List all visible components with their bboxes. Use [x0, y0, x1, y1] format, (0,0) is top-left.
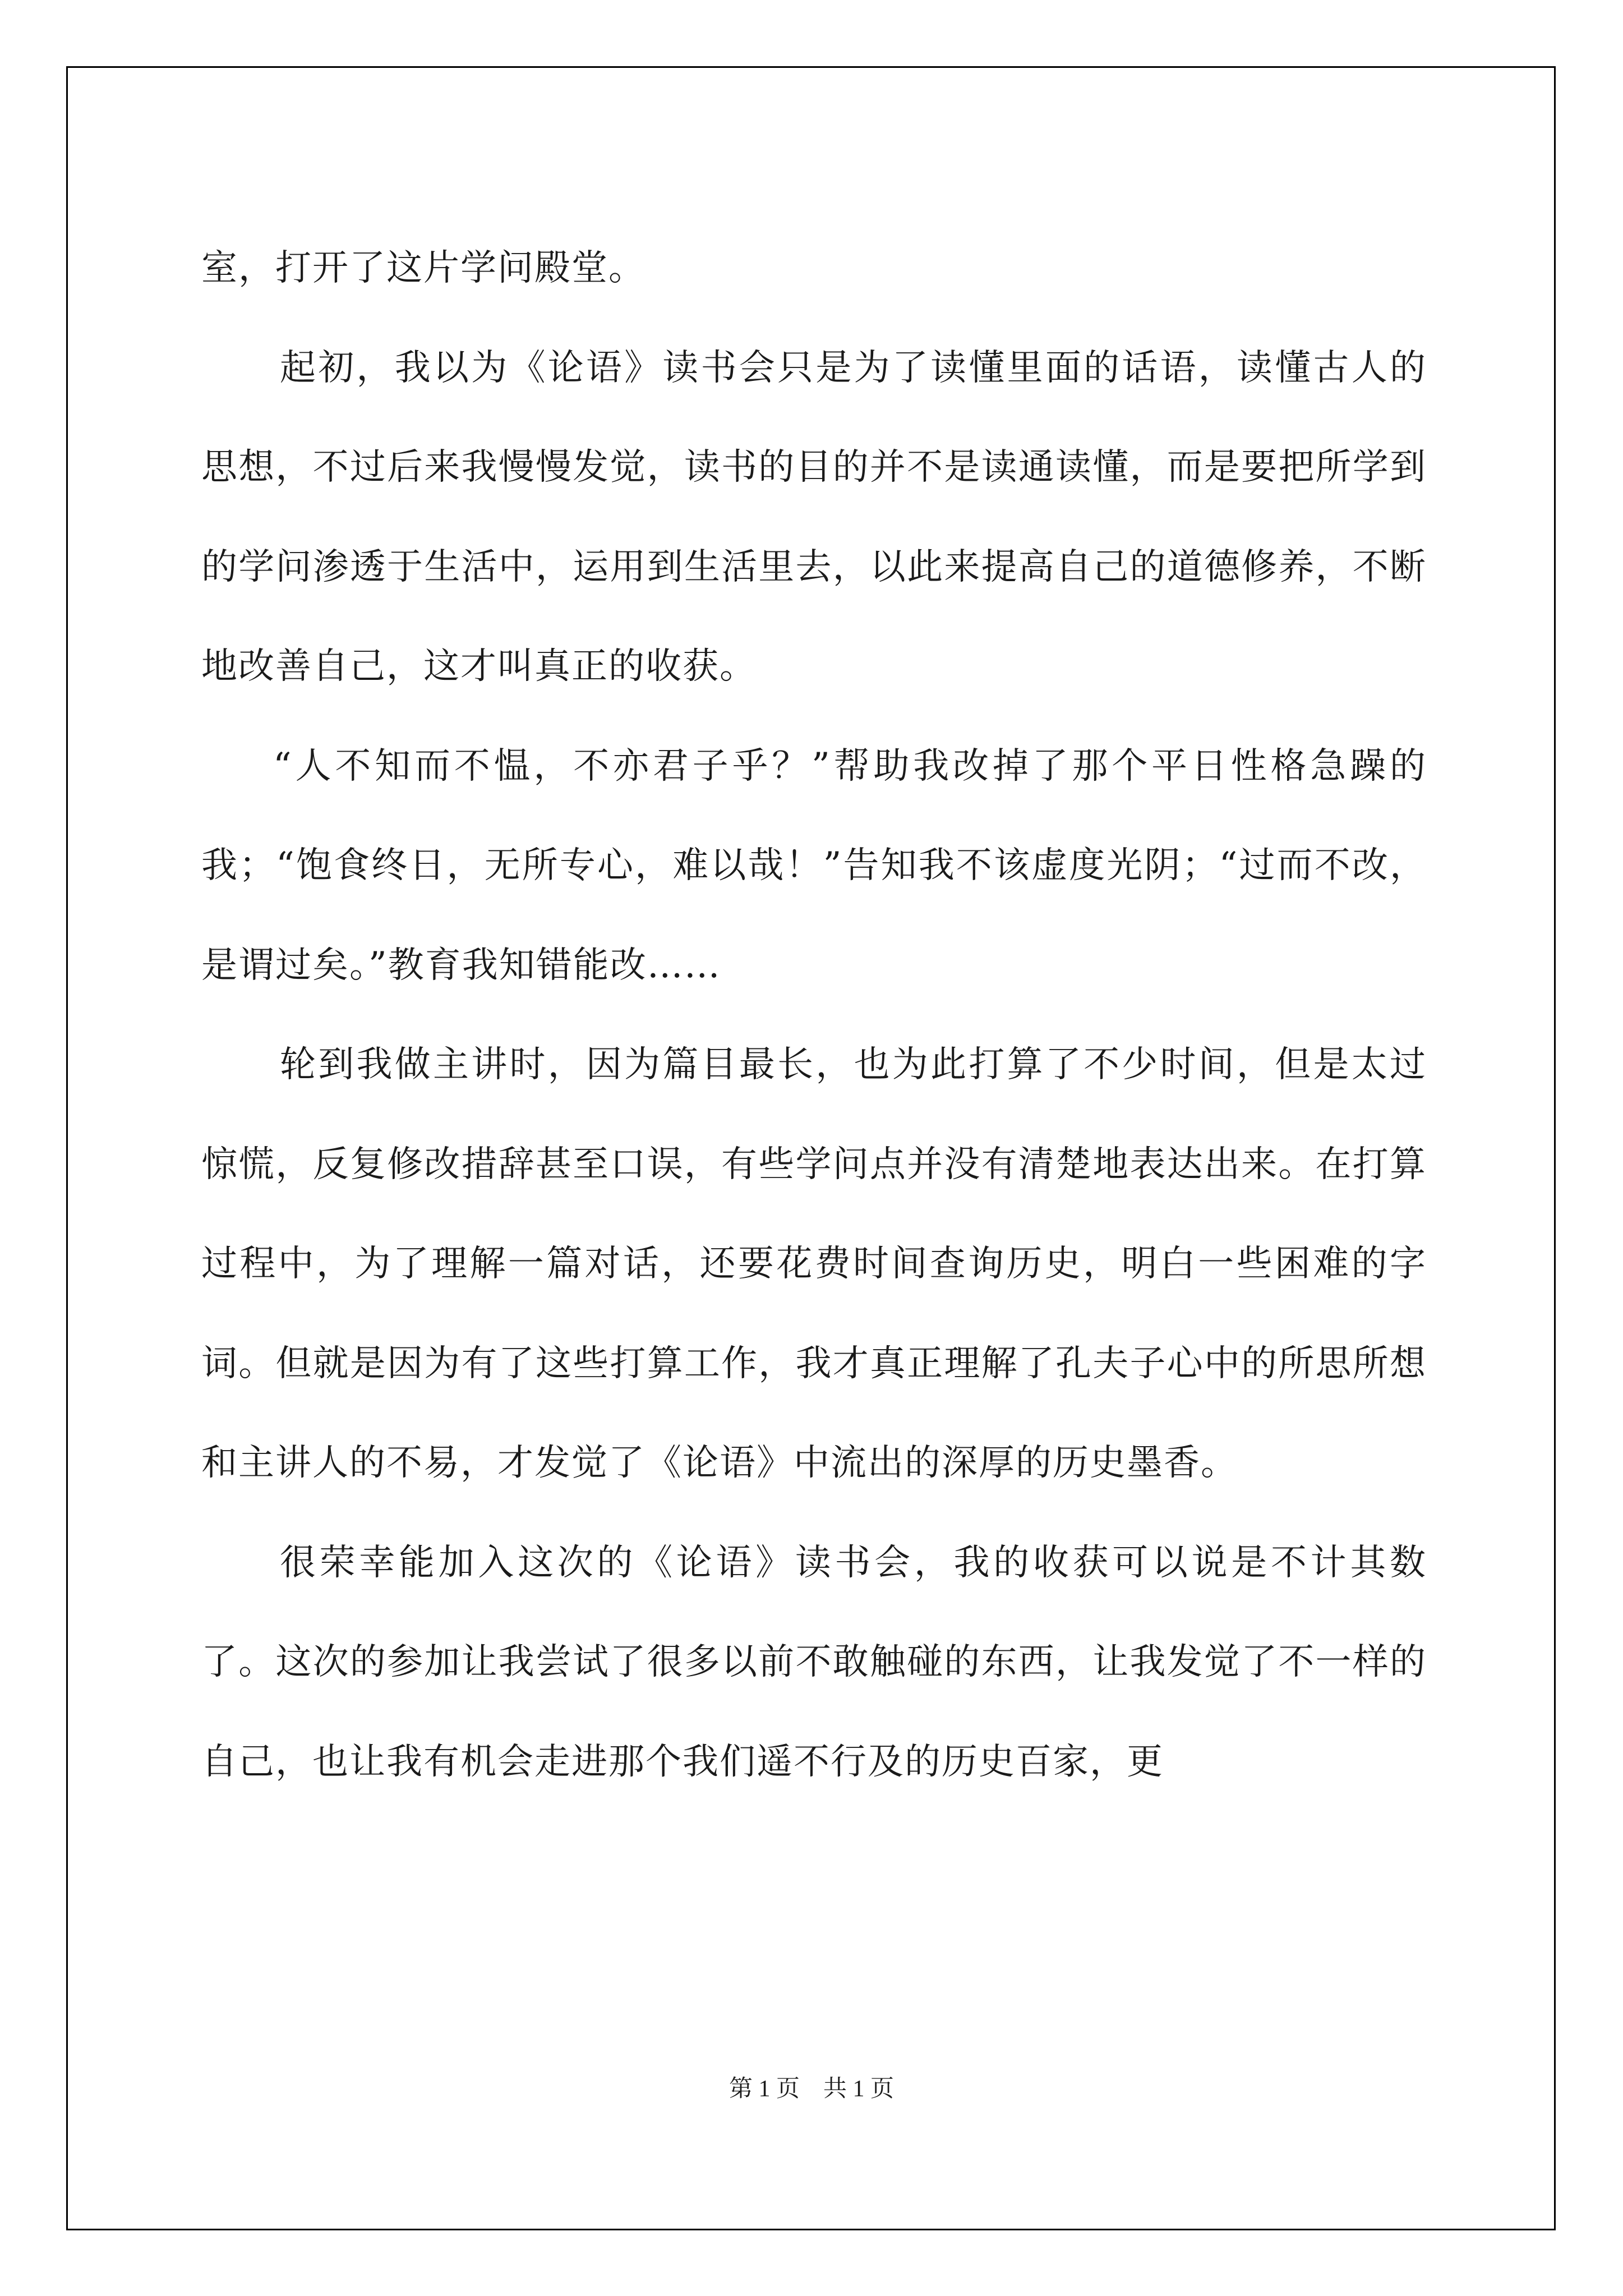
paragraph-4: 轮到我做主讲时，因为篇目最长，也为此打算了不少时间，但是太过惊慌，反复修改措辞甚至口误，有些学问点并没有清楚地表达出来。在打算过程中，为了理解一篇对话，还要花费时间查询历史，明白一些困难的字词。但就是因为有了这些打算工作，我才真正理解了孔夫子心中的所思所想和主讲人的不易，才发觉了《论语》中流出的深厚的历史墨香。	[201, 1044, 1427, 1484]
document-body	[201, 219, 1427, 1812]
page-footer: 第 1 页 共 1 页	[728, 2076, 894, 2102]
paragraph-1: 室，打开了这片学问殿堂。	[201, 247, 645, 289]
paragraph-5: 很荣幸能加入这次的《论语》读书会，我的收获可以说是不计其数了。这次的参加让我尝试了很多以前不敢触碰的东西，让我发觉了不一样的自己，也让我有机会走进那个我们遥不行及的历史百家，更	[201, 1542, 1427, 1783]
paragraph-3: “人不知而不愠，不亦君子乎？”帮助我改掉了那个平日性格急躁的我；“饱食终日，无所专心，难以哉！”告知我不该虚度光阴；“过而不改，是谓过矣。”教育我知错能改……	[201, 745, 1427, 986]
paragraph-2: 起初，我以为《论语》读书会只是为了读懂里面的话语，读懂古人的思想，不过后来我慢慢发觉，读书的目的并不是读通读懂，而是要把所学到的学问渗透于生活中，运用到生活里去，以此来提高自己的道德修养，不断地改善自己，这才叫真正的收获。	[201, 347, 1427, 687]
